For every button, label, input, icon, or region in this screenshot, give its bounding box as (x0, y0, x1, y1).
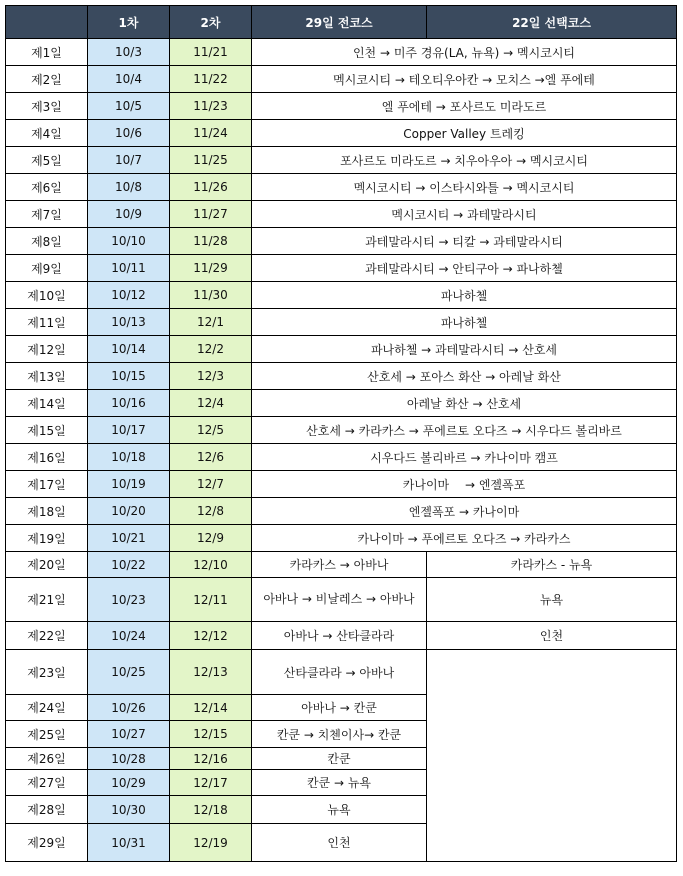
date-round-2: 12/14 (170, 695, 252, 721)
header-select-course: 22일 선택코스 (427, 6, 677, 39)
date-round-2: 11/24 (170, 120, 252, 147)
day-cell: 제5일 (6, 147, 88, 174)
date-round-1: 10/7 (88, 147, 170, 174)
day-cell: 제8일 (6, 228, 88, 255)
day-cell: 제2일 (6, 66, 88, 93)
date-round-1: 10/26 (88, 695, 170, 721)
date-round-1: 10/20 (88, 498, 170, 525)
table-row (6, 525, 677, 552)
date-round-2: 11/25 (170, 147, 252, 174)
header-full-course: 29일 전코스 (252, 6, 427, 39)
date-round-2: 12/8 (170, 498, 252, 525)
date-round-2: 11/22 (170, 66, 252, 93)
date-round-1: 10/18 (88, 444, 170, 471)
date-round-2: 11/26 (170, 174, 252, 201)
date-round-1: 10/5 (88, 93, 170, 120)
date-round-2: 11/27 (170, 201, 252, 228)
route-cell: 산호세 → 포아스 화산 → 아레날 화산 (252, 363, 677, 390)
route-cell: 파나하첼 → 과테말라시티 → 산호세 (252, 336, 677, 363)
date-round-1: 10/22 (88, 552, 170, 578)
date-round-2: 12/12 (170, 622, 252, 650)
header-round-1: 1차 (88, 6, 170, 39)
table-row (6, 417, 677, 444)
day-cell: 제9일 (6, 255, 88, 282)
date-round-2: 11/29 (170, 255, 252, 282)
date-round-2: 12/10 (170, 552, 252, 578)
day-cell: 제13일 (6, 363, 88, 390)
route-cell: 과테말라시티 → 티칼 → 과테말라시티 (252, 228, 677, 255)
day-cell: 제21일 (6, 578, 88, 622)
table-row (6, 650, 677, 695)
route-cell: 멕시코시티 → 과테말라시티 (252, 201, 677, 228)
table-row (6, 39, 677, 66)
date-round-2: 11/23 (170, 93, 252, 120)
date-round-1: 10/14 (88, 336, 170, 363)
date-round-1: 10/24 (88, 622, 170, 650)
table-row (6, 309, 677, 336)
day-cell: 제15일 (6, 417, 88, 444)
date-round-1: 10/29 (88, 770, 170, 796)
route-29-cell: 아바나 → 산타클라라 (252, 622, 427, 650)
date-round-2: 11/30 (170, 282, 252, 309)
table-row (6, 552, 677, 578)
route-cell: 멕시코시티 → 이스타시와틀 → 멕시코시티 (252, 174, 677, 201)
route-cell: 카나이마 → 푸에르토 오다즈 → 카라카스 (252, 525, 677, 552)
day-cell: 제12일 (6, 336, 88, 363)
date-round-2: 12/3 (170, 363, 252, 390)
route-29-cell: 산타클라라 → 아바나 (252, 650, 427, 695)
date-round-2: 12/5 (170, 417, 252, 444)
date-round-2: 12/18 (170, 796, 252, 824)
route-cell: 시우다드 볼리바르 → 카나이마 캠프 (252, 444, 677, 471)
route-cell: 엘 푸에테 → 포사르도 미라도르 (252, 93, 677, 120)
day-cell: 제24일 (6, 695, 88, 721)
date-round-2: 12/6 (170, 444, 252, 471)
day-cell: 제17일 (6, 471, 88, 498)
table-row (6, 390, 677, 417)
day-cell: 제16일 (6, 444, 88, 471)
day-cell: 제6일 (6, 174, 88, 201)
date-round-1: 10/10 (88, 228, 170, 255)
day-cell: 제1일 (6, 39, 88, 66)
header-row (6, 6, 677, 39)
date-round-1: 10/21 (88, 525, 170, 552)
date-round-1: 10/16 (88, 390, 170, 417)
route-cell: 포사르도 미라도르 → 치우아우아 → 멕시코시티 (252, 147, 677, 174)
day-cell: 제7일 (6, 201, 88, 228)
table-row (6, 336, 677, 363)
route-29-cell: 칸쿤 → 뉴욕 (252, 770, 427, 796)
date-round-2: 12/19 (170, 824, 252, 862)
table-row (6, 622, 677, 650)
date-round-1: 10/27 (88, 721, 170, 748)
date-round-1: 10/8 (88, 174, 170, 201)
day-cell: 제29일 (6, 824, 88, 862)
date-round-1: 10/19 (88, 471, 170, 498)
date-round-1: 10/12 (88, 282, 170, 309)
date-round-2: 12/9 (170, 525, 252, 552)
table-row (6, 228, 677, 255)
route-22-empty-cell (427, 650, 677, 862)
day-cell: 제28일 (6, 796, 88, 824)
table-row (6, 66, 677, 93)
day-cell: 제11일 (6, 309, 88, 336)
table-row (6, 201, 677, 228)
day-cell: 제25일 (6, 721, 88, 748)
header-blank (6, 6, 88, 39)
route-29-cell: 인천 (252, 824, 427, 862)
date-round-1: 10/23 (88, 578, 170, 622)
route-cell: 아레날 화산 → 산호세 (252, 390, 677, 417)
day-cell: 제27일 (6, 770, 88, 796)
route-29-cell: 뉴욕 (252, 796, 427, 824)
route-cell: Copper Valley 트레킹 (252, 120, 677, 147)
table-row (6, 147, 677, 174)
day-cell: 제19일 (6, 525, 88, 552)
date-round-2: 12/11 (170, 578, 252, 622)
route-29-cell: 아바나 → 비날레스 → 아바나 (252, 578, 427, 622)
table-row (6, 471, 677, 498)
day-cell: 제22일 (6, 622, 88, 650)
day-cell: 제18일 (6, 498, 88, 525)
date-round-2: 11/21 (170, 39, 252, 66)
route-29-cell: 카라카스 → 아바나 (252, 552, 427, 578)
date-round-2: 12/16 (170, 748, 252, 770)
route-29-cell: 아바나 → 칸쿤 (252, 695, 427, 721)
table-row (6, 498, 677, 525)
route-29-cell: 칸쿤 (252, 748, 427, 770)
date-round-1: 10/9 (88, 201, 170, 228)
table-row (6, 174, 677, 201)
route-cell: 멕시코시티 → 테오티우아칸 → 모치스 →엘 푸에테 (252, 66, 677, 93)
table-row (6, 120, 677, 147)
day-cell: 제14일 (6, 390, 88, 417)
date-round-2: 12/7 (170, 471, 252, 498)
date-round-1: 10/6 (88, 120, 170, 147)
route-cell: 파나하첼 (252, 282, 677, 309)
date-round-2: 12/15 (170, 721, 252, 748)
route-cell: 파나하첼 (252, 309, 677, 336)
date-round-2: 11/28 (170, 228, 252, 255)
route-cell: 카나이마 → 엔젤폭포 (252, 471, 677, 498)
day-cell: 제20일 (6, 552, 88, 578)
table-row (6, 444, 677, 471)
itinerary-table (5, 5, 677, 862)
day-cell: 제10일 (6, 282, 88, 309)
date-round-1: 10/25 (88, 650, 170, 695)
table-row (6, 255, 677, 282)
route-22-cell: 인천 (427, 622, 677, 650)
date-round-1: 10/17 (88, 417, 170, 444)
route-29-cell: 칸쿤 → 치첸이사→ 칸쿤 (252, 721, 427, 748)
date-round-1: 10/30 (88, 796, 170, 824)
day-cell: 제3일 (6, 93, 88, 120)
day-cell: 제26일 (6, 748, 88, 770)
route-22-cell: 뉴욕 (427, 578, 677, 622)
date-round-1: 10/11 (88, 255, 170, 282)
date-round-1: 10/31 (88, 824, 170, 862)
date-round-1: 10/4 (88, 66, 170, 93)
date-round-1: 10/28 (88, 748, 170, 770)
table-row (6, 363, 677, 390)
date-round-1: 10/3 (88, 39, 170, 66)
table-row (6, 578, 677, 622)
header-round-2: 2차 (170, 6, 252, 39)
route-cell: 인천 → 미주 경유(LA, 뉴욕) → 멕시코시티 (252, 39, 677, 66)
date-round-2: 12/17 (170, 770, 252, 796)
date-round-2: 12/1 (170, 309, 252, 336)
date-round-2: 12/4 (170, 390, 252, 417)
route-cell: 산호세 → 카라카스 → 푸에르토 오다즈 → 시우다드 볼리바르 (252, 417, 677, 444)
date-round-2: 12/13 (170, 650, 252, 695)
route-cell: 엔젤폭포 → 카나이마 (252, 498, 677, 525)
route-22-cell: 카라카스 - 뉴욕 (427, 552, 677, 578)
date-round-1: 10/15 (88, 363, 170, 390)
date-round-1: 10/13 (88, 309, 170, 336)
table-row (6, 93, 677, 120)
route-cell: 과테말라시티 → 안티구아 → 파나하첼 (252, 255, 677, 282)
day-cell: 제23일 (6, 650, 88, 695)
table-row (6, 282, 677, 309)
date-round-2: 12/2 (170, 336, 252, 363)
day-cell: 제4일 (6, 120, 88, 147)
